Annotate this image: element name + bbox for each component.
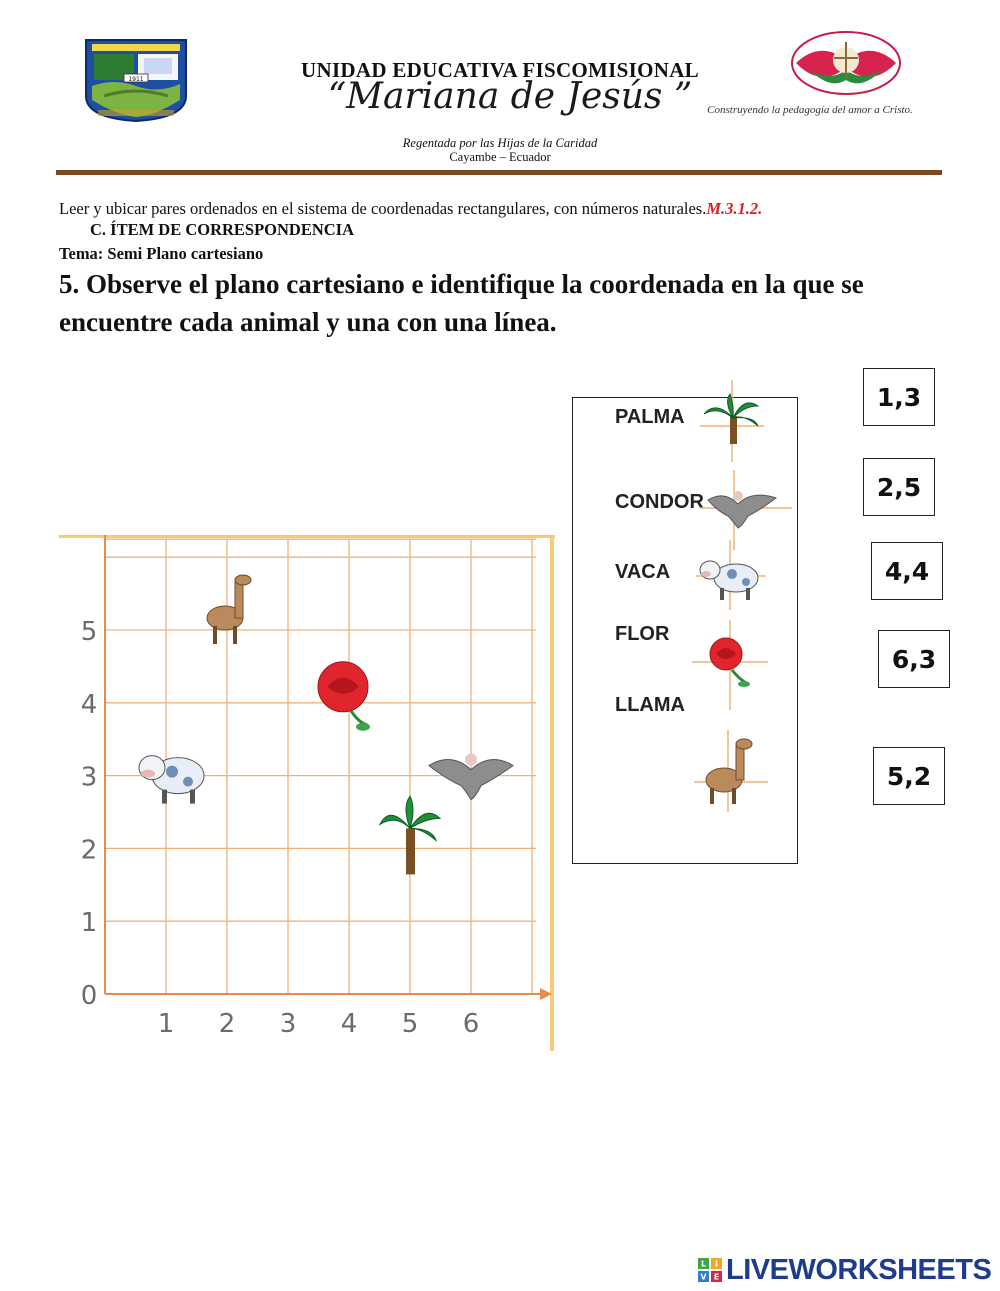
chart-frame-top bbox=[59, 535, 555, 538]
y-tick-label: 1 bbox=[80, 908, 98, 939]
regentada-text: Regentada por las Hijas de la Caridad bbox=[402, 136, 598, 150]
school-tagline: Construyendo la pedagogía del amor a Cristo. bbox=[707, 104, 913, 116]
rose-icon bbox=[692, 620, 768, 715]
objective-body: Leer y ubicar pares ordenados en el sistema de coordenadas rectangulares, con números naturales. bbox=[59, 199, 707, 218]
religious-emblem-icon bbox=[790, 30, 902, 96]
y-tick-label: 3 bbox=[80, 762, 98, 793]
liveworksheets-logo-icon bbox=[698, 1258, 722, 1282]
section-heading: C. ÍTEM DE CORRESPONDENCIA bbox=[90, 220, 355, 239]
liveworksheets-text: LIVEWORKSHEETS bbox=[726, 1254, 992, 1286]
question-instruction: 5. Observe el plano cartesiano e identifique la coordenada en la que se encuentre cada animal y una con una línea. bbox=[59, 269, 864, 337]
llama-icon bbox=[694, 730, 768, 817]
cartesian-chart bbox=[59, 535, 555, 1051]
header-rule bbox=[56, 170, 942, 175]
school-motto-name: “Mariana de Jesús ” bbox=[327, 76, 693, 117]
coord-box-4[interactable]: 6,3 bbox=[878, 630, 950, 688]
x-tick-label: 5 bbox=[401, 1009, 419, 1039]
location-text: Cayambe – Ecuador bbox=[449, 150, 551, 164]
coord-box-1[interactable]: 1,3 bbox=[863, 368, 935, 426]
x-tick-label: 3 bbox=[279, 1009, 297, 1039]
badge-letter-2: I bbox=[715, 1259, 718, 1269]
school-shield-icon bbox=[84, 38, 188, 122]
school-name: UNIDAD EDUCATIVA FISCOMISIONAL bbox=[301, 58, 699, 82]
coord-box-5[interactable]: 5,2 bbox=[873, 747, 945, 805]
label-vaca: VACA bbox=[615, 561, 671, 583]
label-flor: FLOR bbox=[615, 623, 670, 645]
x-tick-label: 6 bbox=[462, 1009, 480, 1039]
x-tick-label: 1 bbox=[157, 1009, 175, 1039]
x-tick-label: 4 bbox=[340, 1009, 358, 1039]
cow-icon bbox=[696, 540, 766, 615]
badge-letter-3: V bbox=[700, 1272, 707, 1282]
x-tick-label: 2 bbox=[218, 1009, 236, 1039]
badge-letter-4: E bbox=[713, 1272, 720, 1282]
topic-heading: Tema: Semi Plano cartesiano bbox=[59, 244, 264, 263]
label-palma: PALMA bbox=[615, 406, 685, 428]
coord-box-2[interactable]: 2,5 bbox=[863, 458, 935, 516]
y-tick-label: 5 bbox=[80, 617, 98, 647]
objective-code: M.3.1.2 bbox=[706, 199, 759, 218]
coord-box-3[interactable]: 4,4 bbox=[871, 542, 943, 600]
logo-year: 1911 bbox=[128, 76, 144, 83]
palm-tree-icon bbox=[700, 380, 764, 467]
y-tick-label: 0 bbox=[80, 981, 98, 1011]
liveworksheets-brand bbox=[698, 1255, 998, 1287]
chart-background bbox=[59, 535, 555, 1051]
label-llama: LLAMA bbox=[615, 694, 685, 716]
objective-suffix: . bbox=[758, 199, 763, 218]
y-tick-label: 4 bbox=[80, 689, 98, 720]
chart-frame-right bbox=[550, 535, 554, 1051]
badge-letter-1: L bbox=[700, 1259, 707, 1269]
y-tick-label: 2 bbox=[80, 835, 98, 866]
label-condor: CONDOR bbox=[615, 491, 704, 513]
objective-text bbox=[59, 199, 762, 219]
chart-svg bbox=[59, 535, 555, 1051]
